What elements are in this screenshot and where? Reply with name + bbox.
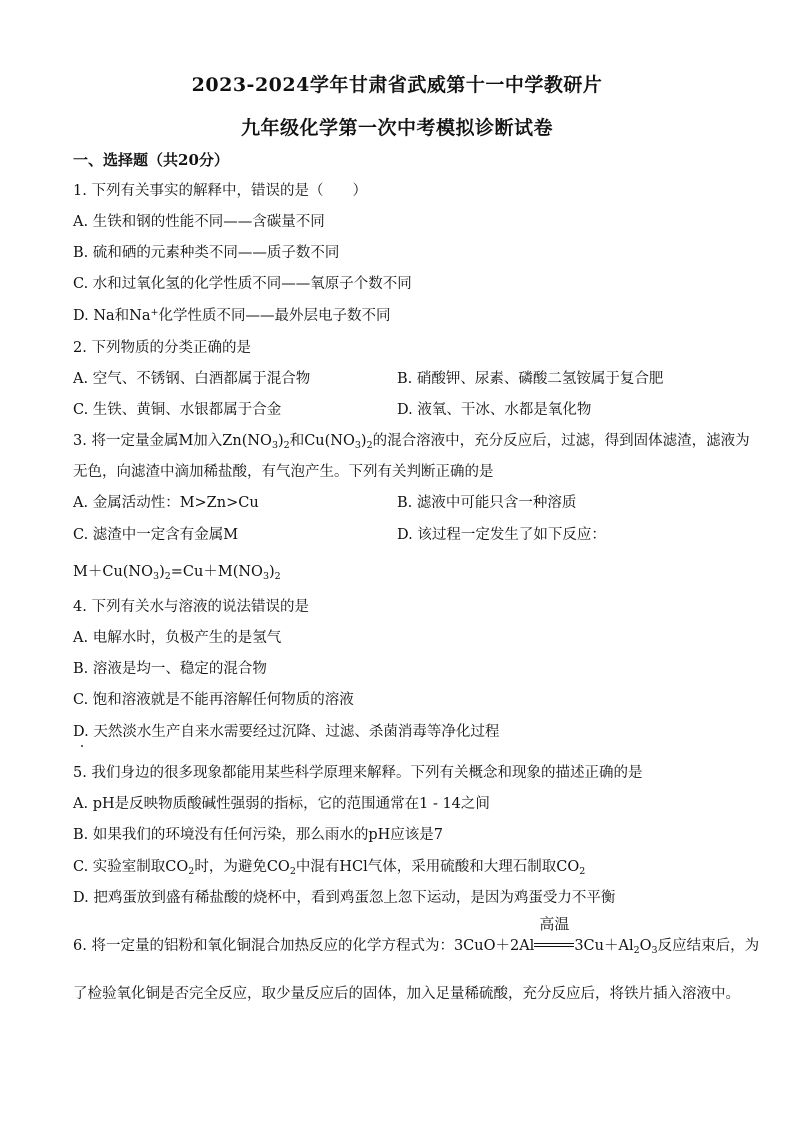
q4-stem: 4. 下列有关水与溶液的说法错误的是 <box>73 599 309 615</box>
reaction-condition: 高温 <box>534 936 574 956</box>
q3-option-c: C. 滤渣中一定含有金属M <box>73 527 239 543</box>
q4-option-d: D. 天然淡水生产自来水需要经过沉降、过滤、杀菌消毒等净化过程 <box>73 724 500 740</box>
q2-stem: 2. 下列物质的分类正确的是 <box>73 340 251 356</box>
q5-option-d: D. 把鸡蛋放到盛有稀盐酸的烧杯中，看到鸡蛋忽上忽下运动，是因为鸡蛋受力不平衡 <box>73 890 616 906</box>
q3-stem-line2: 无色，向滤渣中滴加稀盐酸，有气泡产生。下列有关判断正确的是 <box>73 464 494 480</box>
q3-option-d: D. 该过程一定发生了如下反应： <box>397 527 606 543</box>
q5-option-b: B. 如果我们的环境没有任何污染，那么雨水的pH应该是7 <box>73 827 444 843</box>
q1-stem: 1. 下列有关事实的解释中，错误的是（ ） <box>73 183 367 199</box>
q4-option-b: B. 溶液是均一、稳定的混合物 <box>73 661 267 677</box>
q1-option-c: C. 水和过氧化氢的化学性质不同——氧原子个数不同 <box>73 276 412 292</box>
q2-option-b: B. 硝酸钾、尿素、磷酸二氢铵属于复合肥 <box>397 371 664 387</box>
q1-option-b: B. 硫和硒的元素种类不同——质子数不同 <box>73 245 340 261</box>
q3-stem: 3. 将一定量金属M加入$Zn(NO_3)_2$和$Cu(NO_3)_2$的混合溶液中，充分反应后，过滤，得到固体滤渣，滤液为 <box>73 433 750 451</box>
exam-title-line1: 2023-2024学年甘肃省武威第十一中学教研片 <box>191 74 603 96</box>
q4-option-a: A. 电解水时，负极产生的是氢气 <box>73 630 282 646</box>
q5-stem: 5. 我们身边的很多现象都能用某些科学原理来解释。下列有关概念和现象的描述正确的是 <box>73 765 643 781</box>
q5-option-a: A. pH是反映物质酸碱性强弱的指标，它的范围通常在1 - 14之间 <box>73 796 490 812</box>
stray-dot <box>81 745 83 747</box>
q5-option-c: C. 实验室制取$CO_2$时，为避免$CO_2$中混有HCl气体，采用硫酸和大理石制取$CO_2$ <box>73 859 586 877</box>
q2-option-d: D. 液氧、干冰、水都是氧化物 <box>397 402 592 418</box>
q2-option-a: A. 空气、不锈钢、白酒都属于混合物 <box>73 371 311 387</box>
q3-option-b: B. 滤液中可能只含一种溶质 <box>397 495 577 511</box>
q3-option-a: A. 金属活动性：M>Zn>Cu <box>73 495 259 511</box>
q4-option-c: C. 饱和溶液就是不能再溶解任何物质的溶液 <box>73 692 354 708</box>
q6-stem-line2: 了检验氧化铜是否完全反应，取少量反应后的固体，加入足量稀硫酸，充分反应后，将铁片插入溶液中。 <box>73 986 740 1002</box>
q1-option-a: A. 生铁和钢的性能不同——含碳量不同 <box>73 214 325 230</box>
q1-option-d: D. Na和Na+化学性质不同——最外层电子数不同 <box>73 307 391 324</box>
exam-title-line2: 九年级化学第一次中考模拟诊断试卷 <box>240 117 553 139</box>
section-heading: 一、选择题（共20分） <box>73 151 229 169</box>
q2-option-c: C. 生铁、黄铜、水银都属于合金 <box>73 402 282 418</box>
q3-equation: $M+Cu(NO_3)_2=Cu+M(NO_3)_2$ <box>73 564 281 582</box>
q6-stem: 6. 将一定量的铝粉和氧化铜混合加热反应的化学方程式为：3CuO＋2Al 高温 $3Cu+Al_2O_3$反应结束后，为 <box>73 915 760 956</box>
